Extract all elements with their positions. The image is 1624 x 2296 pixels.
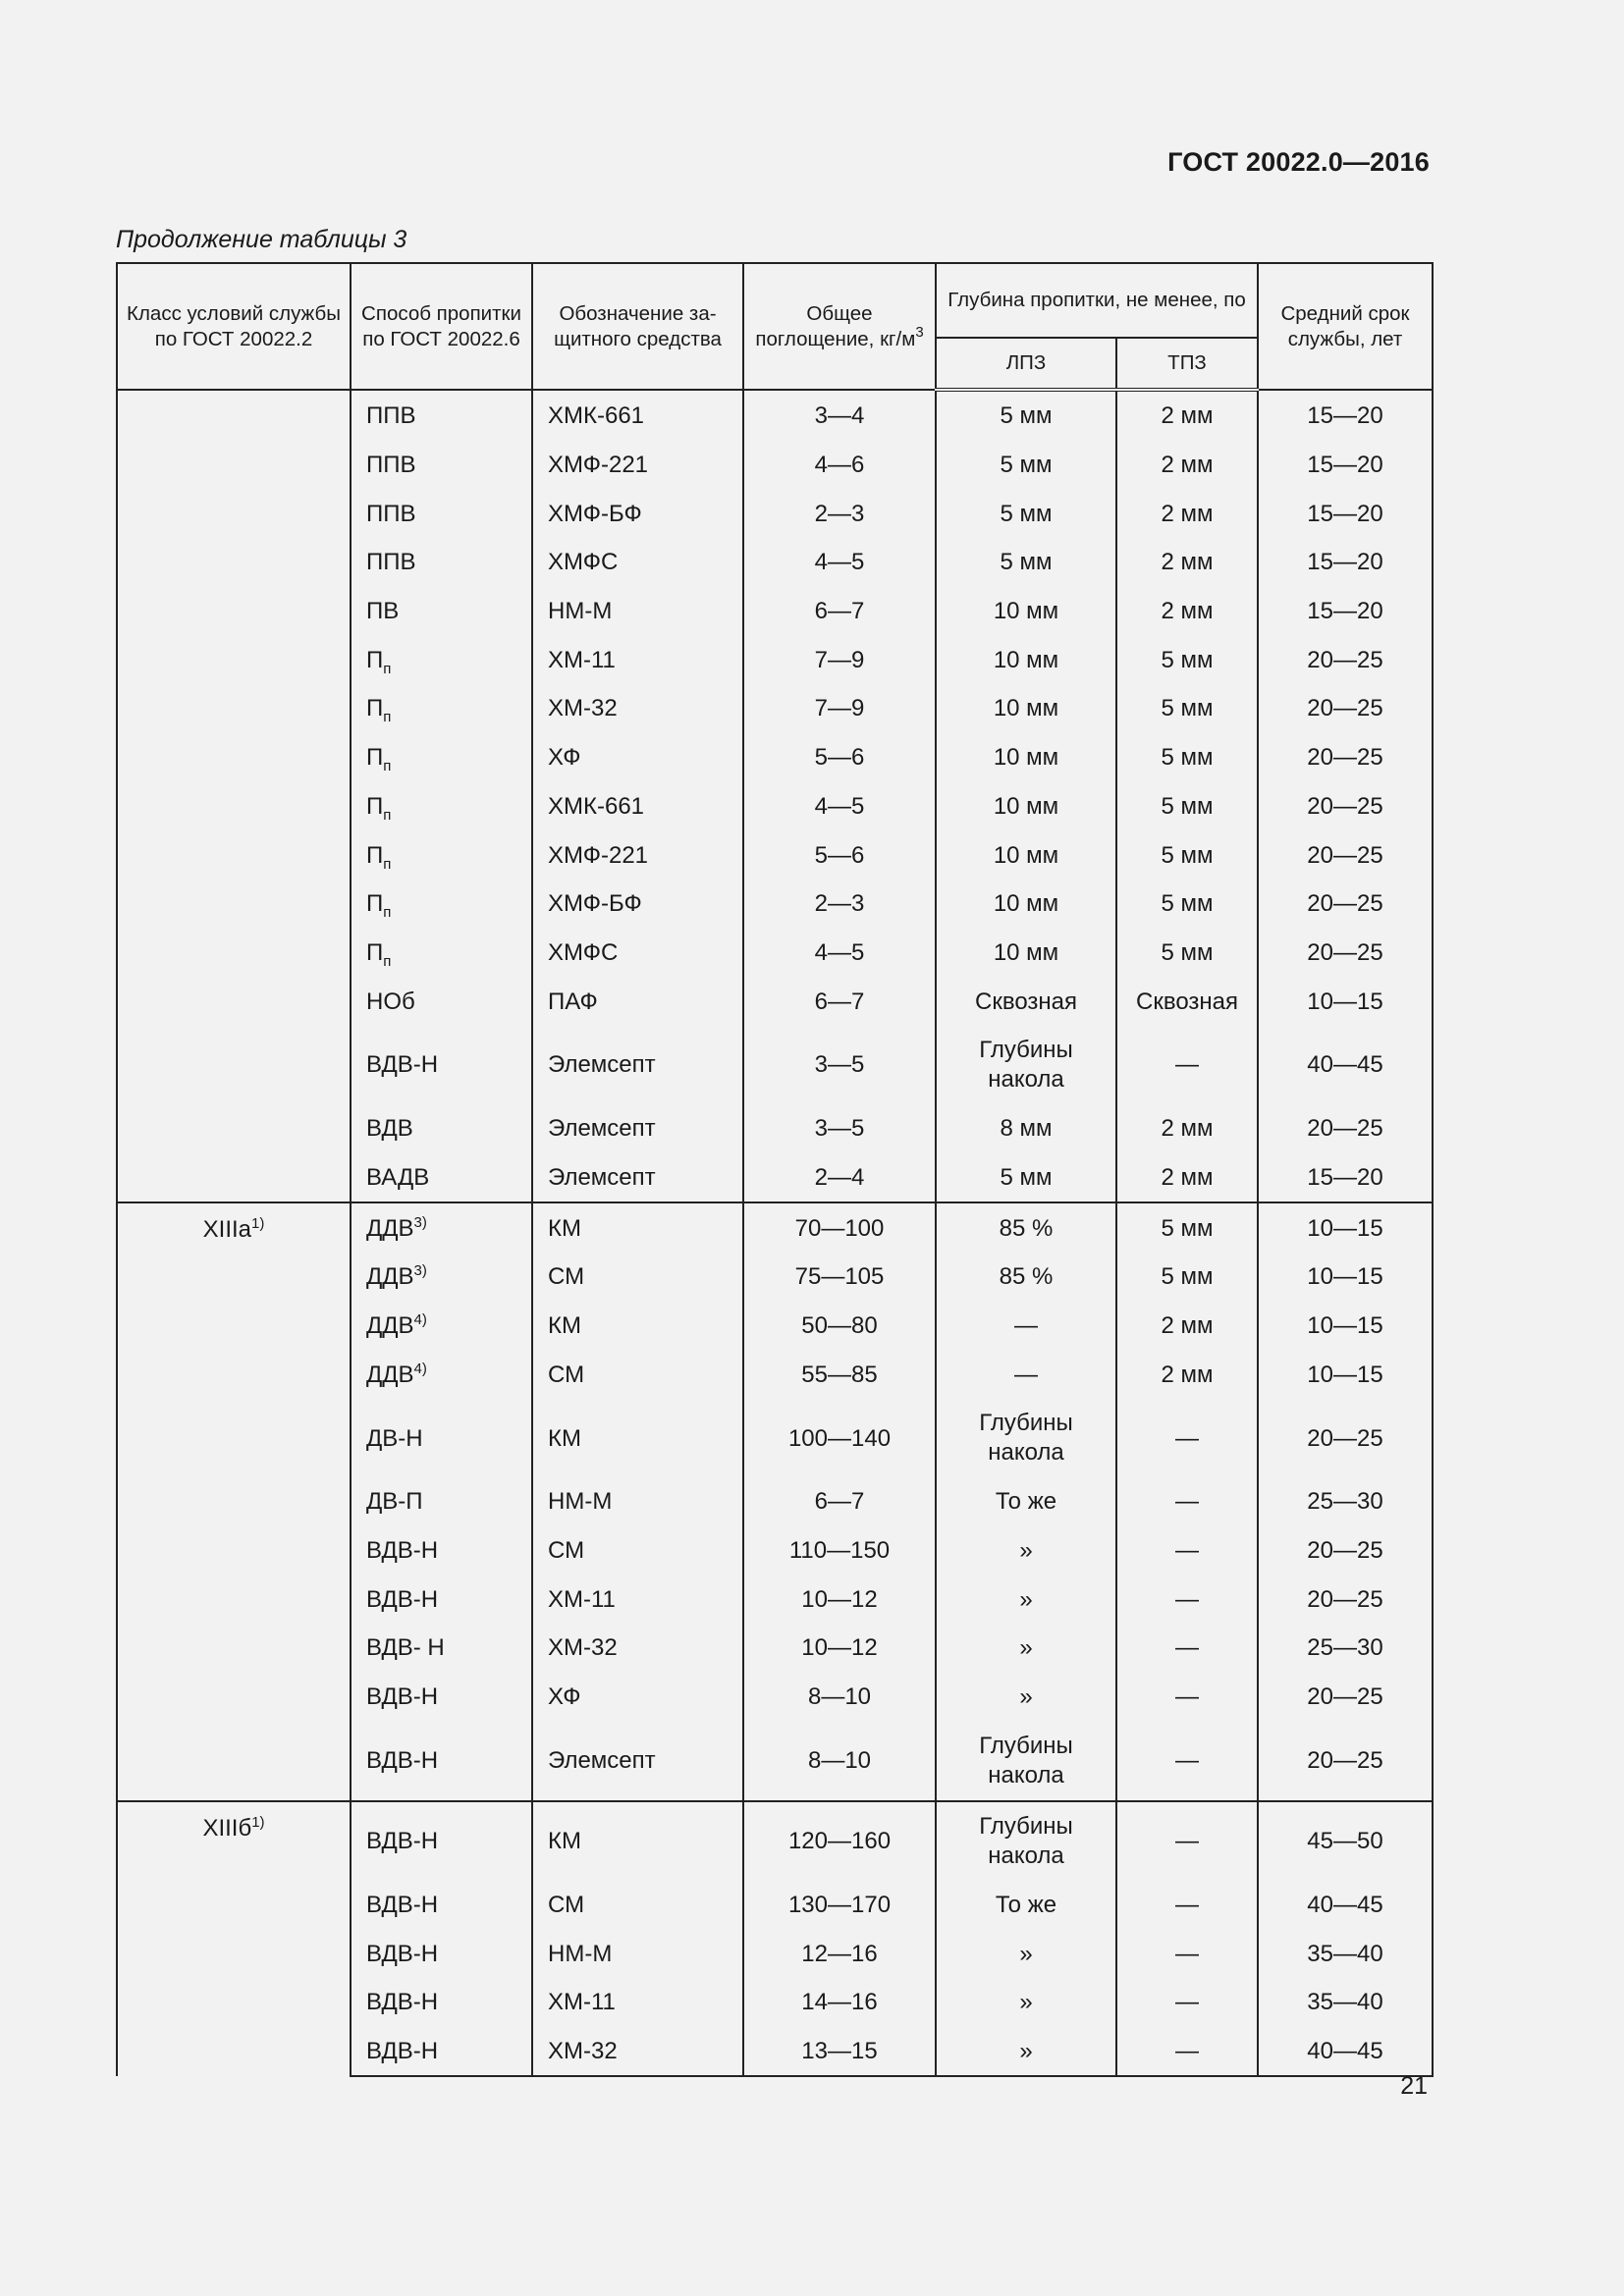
absorption-cell: 14—16 bbox=[743, 1978, 936, 2027]
absorption-cell: 100—140 bbox=[743, 1399, 936, 1477]
agent-cell: СМ bbox=[532, 1253, 743, 1302]
tpz-depth-cell: 5 мм bbox=[1116, 929, 1258, 978]
method-cell: $П_п$ bbox=[351, 929, 532, 978]
agent-cell: ХМФС bbox=[532, 929, 743, 978]
agent-cell: СМ bbox=[532, 1526, 743, 1575]
lpz-depth-cell: 10 мм bbox=[936, 830, 1116, 880]
agent-cell: Элемсепт bbox=[532, 1153, 743, 1203]
service-life-table bbox=[116, 262, 1434, 2077]
service-life-cell: 40—45 bbox=[1258, 2027, 1433, 2077]
absorption-cell: 4—5 bbox=[743, 538, 936, 587]
method-cell: ДВ-Н bbox=[351, 1399, 532, 1477]
absorption-cell: 10—12 bbox=[743, 1624, 936, 1673]
agent-cell: ХМ-11 bbox=[532, 1575, 743, 1624]
service-life-cell: 10—15 bbox=[1258, 1302, 1433, 1351]
absorption-cell: 2—4 bbox=[743, 1153, 936, 1203]
agent-cell: СМ bbox=[532, 1350, 743, 1399]
agent-cell: ХМК-661 bbox=[532, 782, 743, 831]
service-life-cell: 15—20 bbox=[1258, 390, 1433, 441]
lpz-depth-cell: 85 % bbox=[936, 1202, 1116, 1253]
absorption-cell: 3—5 bbox=[743, 1026, 936, 1104]
tpz-depth-cell: — bbox=[1116, 1722, 1258, 1801]
lpz-depth-cell: 5 мм bbox=[936, 489, 1116, 538]
tpz-depth-cell: 2 мм bbox=[1116, 489, 1258, 538]
absorption-cell: 7—9 bbox=[743, 635, 936, 684]
absorption-cell: 8—10 bbox=[743, 1722, 936, 1801]
service-class-cell bbox=[117, 390, 351, 1202]
agent-cell: ХМК-661 bbox=[532, 390, 743, 441]
service-life-cell: 15—20 bbox=[1258, 441, 1433, 490]
agent-cell: Элемсепт bbox=[532, 1104, 743, 1153]
agent-cell: ХМФ-БФ bbox=[532, 880, 743, 929]
tpz-depth-cell: — bbox=[1116, 1978, 1258, 2027]
method-cell: ВДВ-Н bbox=[351, 1801, 532, 1881]
tpz-depth-cell: 2 мм bbox=[1116, 390, 1258, 441]
service-life-cell: 10—15 bbox=[1258, 977, 1433, 1026]
page-number: 21 bbox=[1400, 2072, 1428, 2100]
lpz-depth-cell: 10 мм bbox=[936, 587, 1116, 636]
service-class-cell: XIIIб$^{1)}$ bbox=[117, 1801, 351, 2077]
lpz-depth-cell: » bbox=[936, 1575, 1116, 1624]
tpz-depth-cell: 5 мм bbox=[1116, 635, 1258, 684]
method-cell: $П_п$ bbox=[351, 635, 532, 684]
header-method: Способ пропитки по ГОСТ 20022.6 bbox=[351, 263, 532, 390]
method-cell: ВДВ-Н bbox=[351, 1929, 532, 1978]
method-cell: НОб bbox=[351, 977, 532, 1026]
tpz-depth-cell: — bbox=[1116, 1526, 1258, 1575]
absorption-cell: 4—5 bbox=[743, 929, 936, 978]
agent-cell: ХФ bbox=[532, 733, 743, 782]
lpz-depth-cell: 5 мм bbox=[936, 538, 1116, 587]
agent-cell: ХМФ-221 bbox=[532, 441, 743, 490]
absorption-cell: 50—80 bbox=[743, 1302, 936, 1351]
tpz-depth-cell: 2 мм bbox=[1116, 1302, 1258, 1351]
absorption-cell: 6—7 bbox=[743, 1477, 936, 1526]
absorption-cell: 12—16 bbox=[743, 1929, 936, 1978]
tpz-depth-cell: — bbox=[1116, 1929, 1258, 1978]
agent-cell: ПАФ bbox=[532, 977, 743, 1026]
tpz-depth-cell: 2 мм bbox=[1116, 441, 1258, 490]
header-tpz: ТПЗ bbox=[1116, 338, 1258, 390]
lpz-depth-cell: 10 мм bbox=[936, 782, 1116, 831]
tpz-depth-cell: 5 мм bbox=[1116, 1253, 1258, 1302]
method-cell: ДДВ$^{4)}$ bbox=[351, 1350, 532, 1399]
agent-cell: КМ bbox=[532, 1302, 743, 1351]
table-caption: Продолжение таблицы 3 bbox=[116, 226, 407, 253]
tpz-depth-cell: Сквозная bbox=[1116, 977, 1258, 1026]
absorption-cell: 2—3 bbox=[743, 489, 936, 538]
table-row bbox=[117, 1801, 1433, 1881]
agent-cell: КМ bbox=[532, 1202, 743, 1253]
lpz-depth-cell: » bbox=[936, 1526, 1116, 1575]
service-life-cell: 15—20 bbox=[1258, 489, 1433, 538]
absorption-cell: 13—15 bbox=[743, 2027, 936, 2077]
tpz-depth-cell: 5 мм bbox=[1116, 880, 1258, 929]
tpz-depth-cell: 2 мм bbox=[1116, 1153, 1258, 1203]
method-cell: ВАДВ bbox=[351, 1153, 532, 1203]
lpz-depth-cell: » bbox=[936, 1624, 1116, 1673]
lpz-depth-cell: То же bbox=[936, 1881, 1116, 1930]
service-life-cell: 20—25 bbox=[1258, 782, 1433, 831]
tpz-depth-cell: 5 мм bbox=[1116, 1202, 1258, 1253]
method-cell: $П_п$ bbox=[351, 684, 532, 733]
tpz-depth-cell: — bbox=[1116, 1575, 1258, 1624]
method-cell: ВДВ-Н bbox=[351, 1673, 532, 1722]
service-life-cell: 20—25 bbox=[1258, 1399, 1433, 1477]
absorption-cell: 7—9 bbox=[743, 684, 936, 733]
service-life-cell: 10—15 bbox=[1258, 1350, 1433, 1399]
lpz-depth-cell: 10 мм bbox=[936, 635, 1116, 684]
absorption-cell: 8—10 bbox=[743, 1673, 936, 1722]
service-life-cell: 20—25 bbox=[1258, 733, 1433, 782]
lpz-depth-cell: 85 % bbox=[936, 1253, 1116, 1302]
method-cell: ДДВ$^{3)}$ bbox=[351, 1202, 532, 1253]
tpz-depth-cell: 2 мм bbox=[1116, 538, 1258, 587]
tpz-depth-cell: — bbox=[1116, 1801, 1258, 1881]
absorption-cell: 4—6 bbox=[743, 441, 936, 490]
lpz-depth-cell: 10 мм bbox=[936, 733, 1116, 782]
method-cell: ВДВ-Н bbox=[351, 1881, 532, 1930]
tpz-depth-cell: — bbox=[1116, 2027, 1258, 2077]
tpz-depth-cell: — bbox=[1116, 1881, 1258, 1930]
service-life-cell: 20—25 bbox=[1258, 880, 1433, 929]
agent-cell: КМ bbox=[532, 1399, 743, 1477]
header-service-life: Средний срок службы, лет bbox=[1258, 263, 1433, 390]
absorption-cell: 2—3 bbox=[743, 880, 936, 929]
service-life-cell: 40—45 bbox=[1258, 1026, 1433, 1104]
absorption-cell: 130—170 bbox=[743, 1881, 936, 1930]
agent-cell: ХМ-32 bbox=[532, 1624, 743, 1673]
lpz-depth-cell: Глубины накола bbox=[936, 1801, 1116, 1881]
method-cell: ДДВ$^{4)}$ bbox=[351, 1302, 532, 1351]
method-cell: ВДВ-Н bbox=[351, 1978, 532, 2027]
method-cell: $П_п$ bbox=[351, 830, 532, 880]
tpz-depth-cell: 5 мм bbox=[1116, 733, 1258, 782]
absorption-cell: 55—85 bbox=[743, 1350, 936, 1399]
lpz-depth-cell: — bbox=[936, 1350, 1116, 1399]
service-life-cell: 20—25 bbox=[1258, 635, 1433, 684]
absorption-cell: 120—160 bbox=[743, 1801, 936, 1881]
agent-cell: СМ bbox=[532, 1881, 743, 1930]
service-life-cell: 20—25 bbox=[1258, 1722, 1433, 1801]
service-life-cell: 20—25 bbox=[1258, 684, 1433, 733]
table-row bbox=[117, 1202, 1433, 1253]
lpz-depth-cell: — bbox=[936, 1302, 1116, 1351]
tpz-depth-cell: 5 мм bbox=[1116, 684, 1258, 733]
agent-cell: ХФ bbox=[532, 1673, 743, 1722]
absorption-cell: 75—105 bbox=[743, 1253, 936, 1302]
table-row bbox=[117, 390, 1433, 441]
header-depth: Глубина пропитки, не менее, по bbox=[936, 263, 1258, 338]
absorption-cell: 3—5 bbox=[743, 1104, 936, 1153]
service-life-cell: 20—25 bbox=[1258, 1526, 1433, 1575]
tpz-depth-cell: 5 мм bbox=[1116, 830, 1258, 880]
lpz-depth-cell: 10 мм bbox=[936, 880, 1116, 929]
tpz-depth-cell: 2 мм bbox=[1116, 587, 1258, 636]
service-life-cell: 10—15 bbox=[1258, 1202, 1433, 1253]
service-life-cell: 20—25 bbox=[1258, 1104, 1433, 1153]
lpz-depth-cell: » bbox=[936, 1929, 1116, 1978]
method-cell: ВДВ-Н bbox=[351, 1526, 532, 1575]
lpz-depth-cell: » bbox=[936, 1978, 1116, 2027]
method-cell: ППВ bbox=[351, 390, 532, 441]
tpz-depth-cell: 2 мм bbox=[1116, 1104, 1258, 1153]
service-life-cell: 20—25 bbox=[1258, 1575, 1433, 1624]
service-life-cell: 15—20 bbox=[1258, 538, 1433, 587]
agent-cell: ХМФ-221 bbox=[532, 830, 743, 880]
absorption-cell: 3—4 bbox=[743, 390, 936, 441]
agent-cell: ХМ-32 bbox=[532, 2027, 743, 2077]
method-cell: ВДВ-Н bbox=[351, 2027, 532, 2077]
lpz-depth-cell: 5 мм bbox=[936, 441, 1116, 490]
tpz-depth-cell: — bbox=[1116, 1026, 1258, 1104]
service-life-cell: 20—25 bbox=[1258, 1673, 1433, 1722]
absorption-cell: 110—150 bbox=[743, 1526, 936, 1575]
tpz-depth-cell: — bbox=[1116, 1624, 1258, 1673]
agent-cell: ХМФС bbox=[532, 538, 743, 587]
method-cell: ПВ bbox=[351, 587, 532, 636]
tpz-depth-cell: — bbox=[1116, 1673, 1258, 1722]
service-life-cell: 25—30 bbox=[1258, 1624, 1433, 1673]
method-cell: ВДВ-Н bbox=[351, 1722, 532, 1801]
service-life-cell: 25—30 bbox=[1258, 1477, 1433, 1526]
lpz-depth-cell: » bbox=[936, 1673, 1116, 1722]
tpz-depth-cell: 2 мм bbox=[1116, 1350, 1258, 1399]
absorption-cell: 6—7 bbox=[743, 587, 936, 636]
method-cell: ППВ bbox=[351, 489, 532, 538]
lpz-depth-cell: Глубины накола bbox=[936, 1026, 1116, 1104]
agent-cell: ХМФ-БФ bbox=[532, 489, 743, 538]
agent-cell: НМ-М bbox=[532, 587, 743, 636]
method-cell: ВДВ-Н bbox=[351, 1026, 532, 1104]
absorption-cell: 5—6 bbox=[743, 830, 936, 880]
method-cell: $П_п$ bbox=[351, 733, 532, 782]
method-cell: ППВ bbox=[351, 441, 532, 490]
method-cell: ВДВ bbox=[351, 1104, 532, 1153]
agent-cell: ХМ-11 bbox=[532, 1978, 743, 2027]
lpz-depth-cell: Сквозная bbox=[936, 977, 1116, 1026]
absorption-cell: 4—5 bbox=[743, 782, 936, 831]
lpz-depth-cell: » bbox=[936, 2027, 1116, 2077]
table-group bbox=[117, 1202, 1433, 1800]
method-cell: $П_п$ bbox=[351, 880, 532, 929]
method-cell: ВДВ- Н bbox=[351, 1624, 532, 1673]
lpz-depth-cell: То же bbox=[936, 1477, 1116, 1526]
table-group bbox=[117, 1801, 1433, 2077]
method-cell: ВДВ-Н bbox=[351, 1575, 532, 1624]
lpz-depth-cell: 10 мм bbox=[936, 684, 1116, 733]
agent-cell: Элемсепт bbox=[532, 1722, 743, 1801]
absorption-cell: 10—12 bbox=[743, 1575, 936, 1624]
service-life-cell: 20—25 bbox=[1258, 830, 1433, 880]
agent-cell: Элемсепт bbox=[532, 1026, 743, 1104]
table-header bbox=[117, 263, 1433, 390]
table-group bbox=[117, 390, 1433, 1202]
lpz-depth-cell: 10 мм bbox=[936, 929, 1116, 978]
absorption-cell: 6—7 bbox=[743, 977, 936, 1026]
lpz-depth-cell: Глубины накола bbox=[936, 1722, 1116, 1801]
lpz-depth-cell: 8 мм bbox=[936, 1104, 1116, 1153]
method-cell: ДВ-П bbox=[351, 1477, 532, 1526]
service-life-cell: 10—15 bbox=[1258, 1253, 1433, 1302]
lpz-depth-cell: 5 мм bbox=[936, 390, 1116, 441]
service-life-cell: 40—45 bbox=[1258, 1881, 1433, 1930]
agent-cell: ХМ-11 bbox=[532, 635, 743, 684]
service-life-cell: 15—20 bbox=[1258, 587, 1433, 636]
agent-cell: КМ bbox=[532, 1801, 743, 1881]
lpz-depth-cell: Глубины накола bbox=[936, 1399, 1116, 1477]
service-life-cell: 35—40 bbox=[1258, 1929, 1433, 1978]
agent-cell: ХМ-32 bbox=[532, 684, 743, 733]
service-life-cell: 45—50 bbox=[1258, 1801, 1433, 1881]
service-life-cell: 35—40 bbox=[1258, 1978, 1433, 2027]
method-cell: ДДВ$^{3)}$ bbox=[351, 1253, 532, 1302]
method-cell: $П_п$ bbox=[351, 782, 532, 831]
lpz-depth-cell: 5 мм bbox=[936, 1153, 1116, 1203]
tpz-depth-cell: 5 мм bbox=[1116, 782, 1258, 831]
header-service-class: Класс условий службы по ГОСТ 20022.2 bbox=[117, 263, 351, 390]
agent-cell: НМ-М bbox=[532, 1929, 743, 1978]
service-life-cell: 15—20 bbox=[1258, 1153, 1433, 1203]
tpz-depth-cell: — bbox=[1116, 1399, 1258, 1477]
service-class-cell: XIIIа$^{1)}$ bbox=[117, 1202, 351, 1800]
method-cell: ППВ bbox=[351, 538, 532, 587]
header-lpz: ЛПЗ bbox=[936, 338, 1116, 390]
header-agent: Обозначение за-щитного средства bbox=[532, 263, 743, 390]
absorption-cell: 5—6 bbox=[743, 733, 936, 782]
header-absorption: Общее поглощение, $кг/м^3$ bbox=[743, 263, 936, 390]
absorption-cell: 70—100 bbox=[743, 1202, 936, 1253]
standard-designation: ГОСТ 20022.0—2016 bbox=[1167, 147, 1430, 177]
service-life-cell: 20—25 bbox=[1258, 929, 1433, 978]
agent-cell: НМ-М bbox=[532, 1477, 743, 1526]
tpz-depth-cell: — bbox=[1116, 1477, 1258, 1526]
